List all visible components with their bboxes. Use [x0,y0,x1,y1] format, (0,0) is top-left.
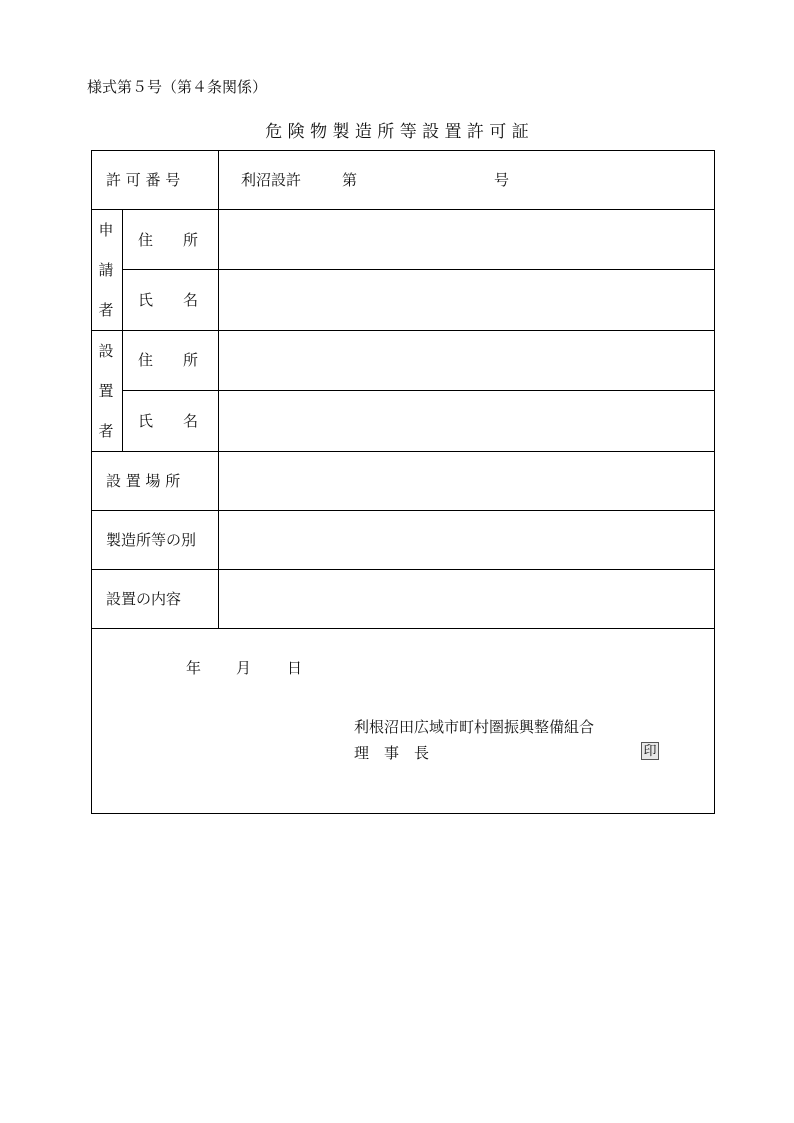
location-label: 設 置 場 所 [106,471,181,490]
installer-char: 者 [98,422,114,440]
installer-name-field[interactable] [222,393,710,448]
installation-content-field[interactable] [222,572,710,625]
applicant-char: 請 [98,261,114,279]
row-divider [91,510,715,511]
document-title: 危 険 物 製 造 所 等 設 置 許 可 証 [265,122,529,142]
date-month-label: 月 [236,658,252,677]
column-divider [218,150,219,628]
date-day-label: 日 [287,658,303,677]
permit-number-label: 許 可 番 号 [106,170,181,189]
row-divider [122,269,715,270]
applicant-address-field[interactable] [222,212,710,266]
issuer-title: 理 事 長 [354,743,430,762]
column-divider [122,209,123,451]
facility-type-field[interactable] [222,513,710,566]
issuer-organization: 利根沼田広域市町村圏振興整備組合 [354,717,595,736]
installer-address-label: 住 所 [138,350,199,369]
row-divider [91,209,715,210]
applicant-char: 申 [98,221,114,239]
applicant-name-label: 氏 名 [138,290,199,309]
seal-mark: 印 [641,742,659,760]
row-divider [91,451,715,452]
installer-char: 設 [98,342,114,360]
installer-address-field[interactable] [222,333,710,387]
facility-type-label: 製造所等の別 [106,530,197,549]
location-field[interactable] [222,454,710,507]
installer-char: 置 [98,382,114,400]
permit-number-go: 号 [494,170,510,189]
row-divider [91,628,715,629]
installation-content-label: 設置の内容 [106,589,182,608]
form-number: 様式第５号（第４条関係） [87,78,268,96]
row-divider [122,390,715,391]
applicant-name-field[interactable] [222,272,710,327]
permit-number-field[interactable] [370,160,490,198]
applicant-char: 者 [98,301,114,319]
permit-number-dai: 第 [342,170,358,189]
date-year-label: 年 [186,658,202,677]
row-divider [91,569,715,570]
applicant-address-label: 住 所 [138,230,199,249]
row-divider [91,330,715,331]
permit-number-prefix: 利沼設許 [241,170,302,189]
installer-name-label: 氏 名 [138,411,199,430]
applicant-group-label [91,210,121,330]
installer-group-label [91,331,121,451]
